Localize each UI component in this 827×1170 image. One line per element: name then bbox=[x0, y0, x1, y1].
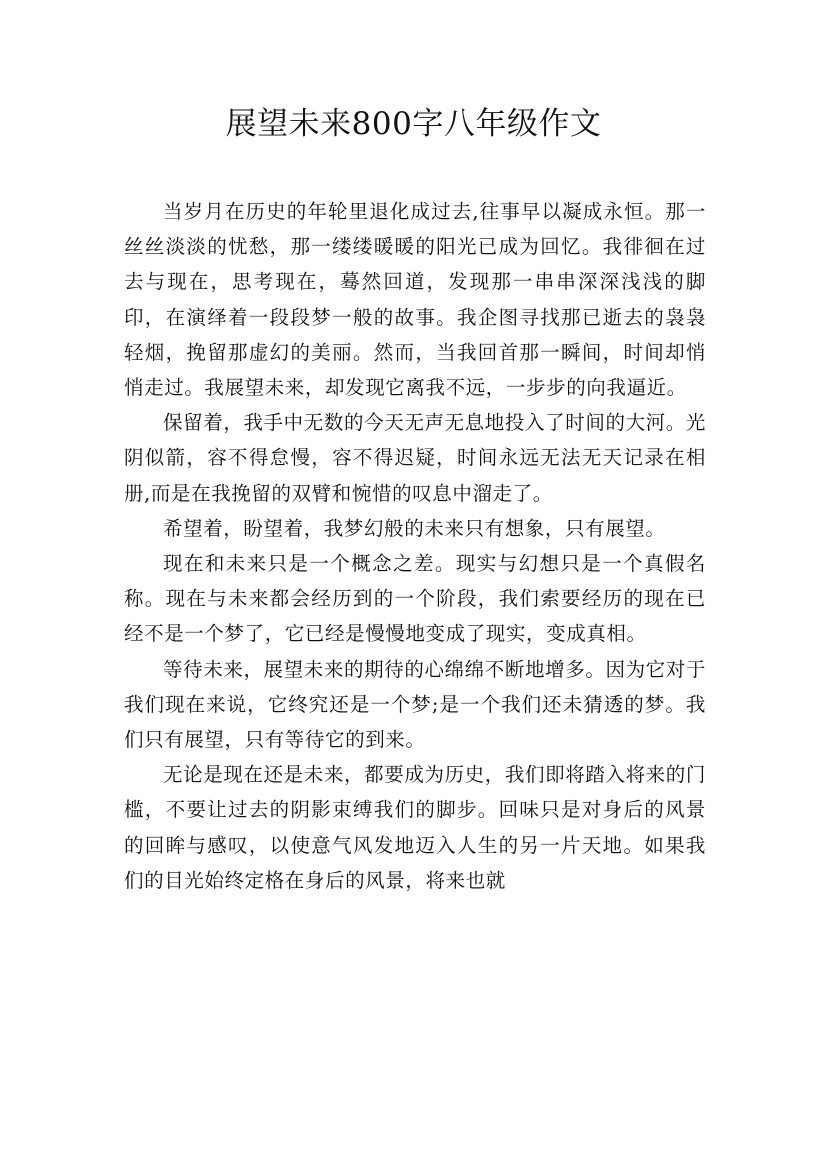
essay-body bbox=[124, 194, 706, 898]
paragraph-3: 希望着，盼望着，我梦幻般的未来只有想象，只有展望。 bbox=[163, 516, 666, 540]
paragraph-1: 当岁月在历史的年轮里退化成过去,往事早以凝成永恒。那一丝丝淡淡的忧愁，那一缕缕暖暖的阳光已成为回忆。我徘徊在过去与现在，思考现在，蓦然回道，发现那一串串深深浅浅的脚印，在演绎着一段段梦一般的故事。我企图寻找那已逝去的袅袅轻烟，挽留那虚幻的美丽。然而，当我回首那一瞬间，时间却悄悄走过。我展望未来，却发现它离我不远，一步步的向我逼近。 bbox=[124, 200, 706, 400]
paragraph-5: 等待未来，展望未来的期待的心绵绵不断地增多。因为它对于我们现在来说，它终究还是一个梦;是一个我们还未猜透的梦。我们只有展望，只有等待它的到来。 bbox=[124, 657, 706, 752]
paragraph-2: 保留着，我手中无数的今天无声无息地投入了时间的大河。光阴似箭，容不得怠慢，容不得迟疑，时间永远无法无天记录在相册,而是在我挽留的双臂和惋惜的叹息中溜走了。 bbox=[124, 411, 706, 505]
paragraph-6: 无论是现在还是未来，都要成为历史，我们即将踏入将来的门槛，不要让过去的阴影束缚我们的脚步。回味只是对身后的风景的回眸与感叹，以使意气风发地迈入人生的另一片天地。如果我们的目光始终定格在身后的风景，将来也就 bbox=[124, 763, 706, 892]
paragraph-4: 现在和未来只是一个概念之差。现实与幻想只是一个真假名称。现在与未来都会经历到的一个阶段，我们索要经历的现在已经不是一个梦了，它已经是慢慢地变成了现实，变成真相。 bbox=[124, 552, 706, 646]
document-title: 展望未来800字八年级作文 bbox=[225, 106, 602, 142]
